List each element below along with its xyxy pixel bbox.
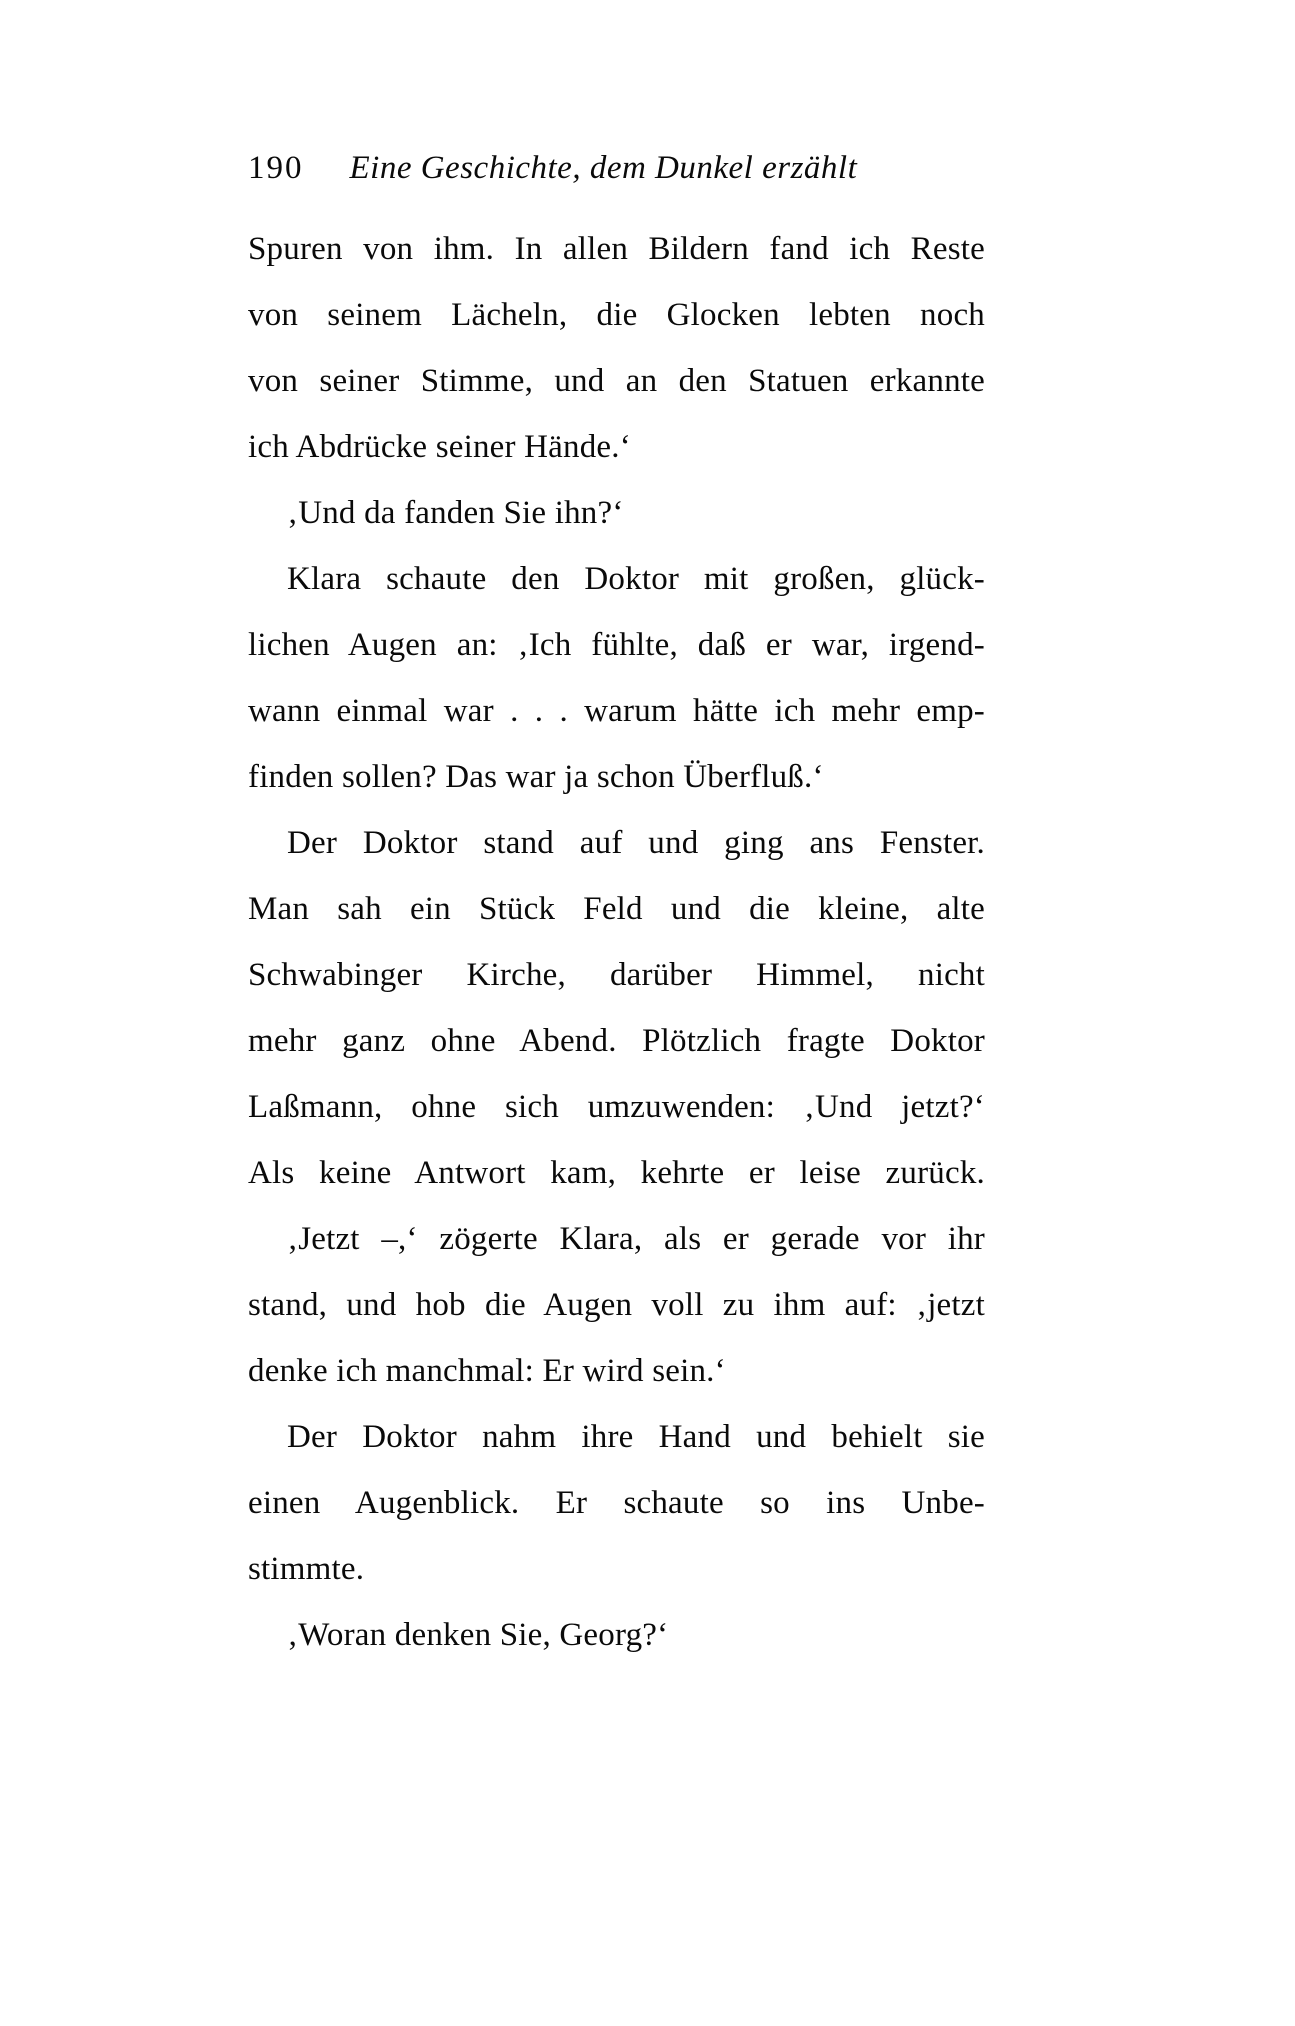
- page-number: 190: [248, 150, 304, 186]
- book-page: [248, 150, 985, 1668]
- text-line: Spuren von ihm. In allen Bildern fand ich Reste: [248, 231, 985, 267]
- text-line: mehr ganz ohne Abend. Plötzlich fragte Doktor: [248, 1023, 985, 1059]
- text-line: ‚Und da fanden Sie ihn?‘: [287, 495, 624, 531]
- text-line: Man sah ein Stück Feld und die kleine, alte: [248, 891, 985, 927]
- text-line: lichen Augen an: ‚Ich fühlte, daß er war, irgend-: [248, 627, 985, 663]
- text-line: Der Doktor stand auf und ging ans Fenster.: [287, 825, 985, 861]
- text-line: stand, und hob die Augen voll zu ihm auf: ‚jetzt: [248, 1287, 985, 1323]
- text-line: von seiner Stimme, und an den Statuen erkannte: [248, 363, 985, 399]
- text-line: von seinem Lächeln, die Glocken lebten noch: [248, 297, 985, 333]
- page-body: [248, 216, 985, 1668]
- text-line: finden sollen? Das war ja schon Überfluß.‘: [248, 759, 824, 795]
- page-header: [248, 150, 985, 194]
- text-line: Schwabinger Kirche, darüber Himmel, nicht: [248, 957, 985, 993]
- running-title: Eine Geschichte, dem Dunkel erzählt: [349, 150, 858, 186]
- text-line: denke ich manchmal: Er wird sein.‘: [248, 1353, 726, 1389]
- text-line: Der Doktor nahm ihre Hand und behielt sie: [287, 1419, 985, 1455]
- text-line: ich Abdrücke seiner Hände.‘: [248, 429, 631, 465]
- text-line: Laßmann, ohne sich umzuwenden: ‚Und jetzt?‘: [248, 1089, 985, 1125]
- text-line: ‚Woran denken Sie, Georg?‘: [287, 1617, 669, 1653]
- text-line: Als keine Antwort kam, kehrte er leise zurück.: [248, 1155, 985, 1191]
- text-line: ‚Jetzt –,‘ zögerte Klara, als er gerade vor ihr: [287, 1221, 985, 1257]
- text-line: stimmte.: [248, 1551, 365, 1587]
- text-line: wann einmal war . . . warum hätte ich mehr emp-: [248, 693, 985, 729]
- text-line: Klara schaute den Doktor mit großen, glück-: [287, 561, 985, 597]
- text-line: einen Augenblick. Er schaute so ins Unbe-: [248, 1485, 985, 1521]
